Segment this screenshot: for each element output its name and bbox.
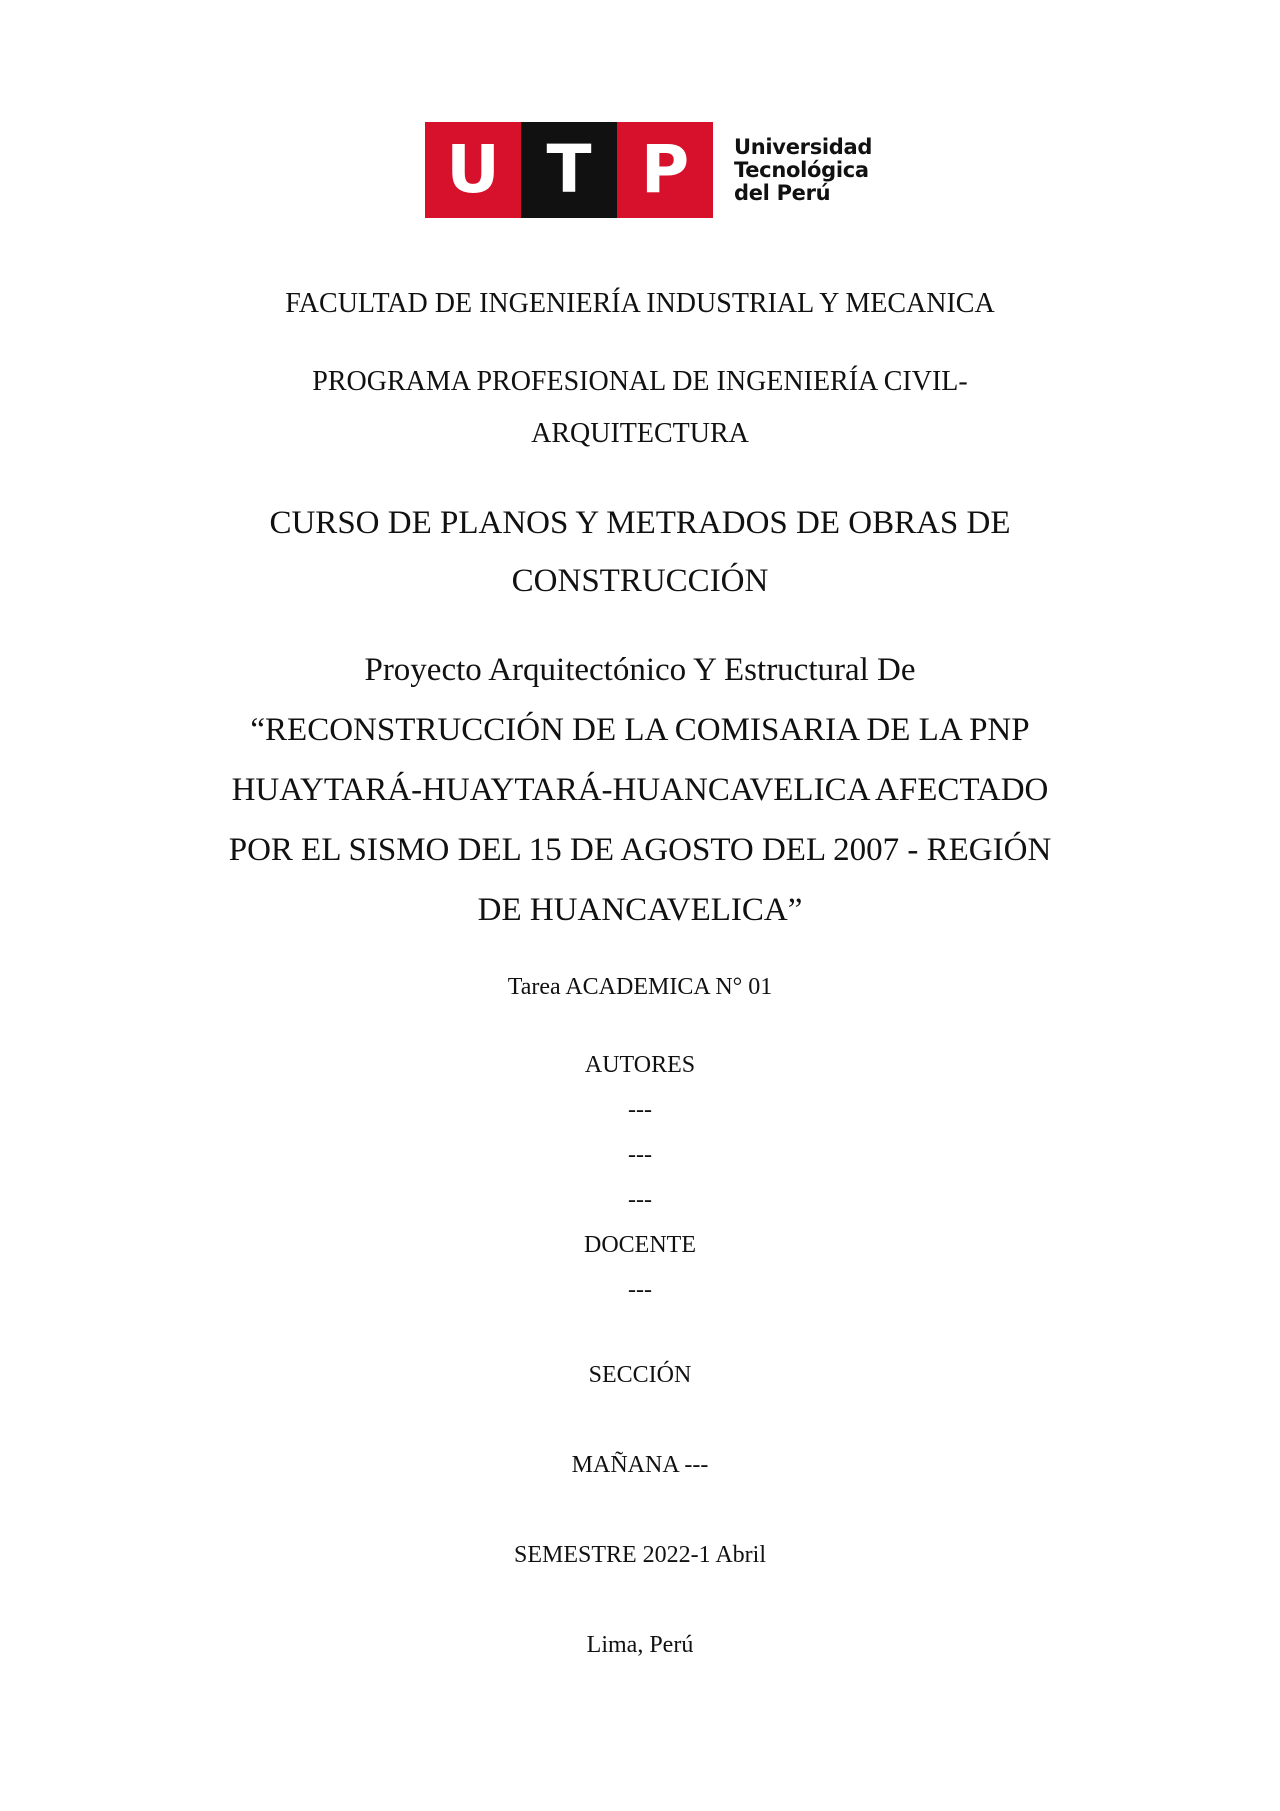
project-line: DE HUANCAVELICA”	[477, 892, 803, 928]
semester-label: SEMESTRE 2022-1 Abril	[513, 1542, 766, 1568]
logo-text-line: del Perú	[734, 180, 831, 205]
course-line: CONSTRUCCIÓN	[511, 563, 769, 599]
project-line: “RECONSTRUCCIÓN DE LA COMISARIA DE LA PNP	[250, 712, 1030, 748]
program-title	[0, 356, 1280, 460]
project-line: POR EL SISMO DEL 15 DE AGOSTO DEL 2007 - REGIÓN	[228, 832, 1052, 868]
project-line: HUAYTARÁ-HUAYTARÁ-HUANCAVELICA AFECTADO	[231, 772, 1049, 808]
course-line: CURSO DE PLANOS Y METRADOS DE OBRAS DE	[269, 505, 1011, 541]
logo-letter-p: P	[617, 122, 713, 218]
logo-letter-t: T	[521, 122, 617, 218]
logo-letter-u: U	[425, 122, 521, 218]
author-name: ---	[628, 1097, 652, 1123]
section-label: SECCIÓN	[588, 1362, 692, 1388]
author-name: ---	[628, 1187, 652, 1213]
logo-wordmark	[734, 136, 872, 205]
teacher-name: ---	[628, 1277, 652, 1303]
faculty-title: FACULTAD DE INGENIERÍA INDUSTRIAL Y MECANICA	[285, 288, 995, 319]
utp-logo	[425, 122, 872, 218]
program-line: ARQUITECTURA	[531, 418, 749, 449]
authors-block	[0, 1043, 1280, 1313]
teacher-heading: DOCENTE	[584, 1232, 696, 1258]
course-title	[0, 494, 1280, 610]
task-label: Tarea ACADEMICA N° 01	[507, 974, 773, 1000]
shift-label: MAÑANA ---	[571, 1452, 709, 1478]
authors-heading: AUTORES	[584, 1052, 696, 1078]
logo-text-line: Tecnológica	[734, 157, 869, 182]
project-title	[0, 640, 1280, 940]
author-name: ---	[628, 1142, 652, 1168]
place-label: Lima, Perú	[586, 1632, 694, 1658]
program-line: PROGRAMA PROFESIONAL DE INGENIERÍA CIVIL-	[312, 366, 968, 397]
logo-text-line: Universidad	[734, 134, 873, 159]
project-line: Proyecto Arquitectónico Y Estructural De	[364, 652, 916, 688]
